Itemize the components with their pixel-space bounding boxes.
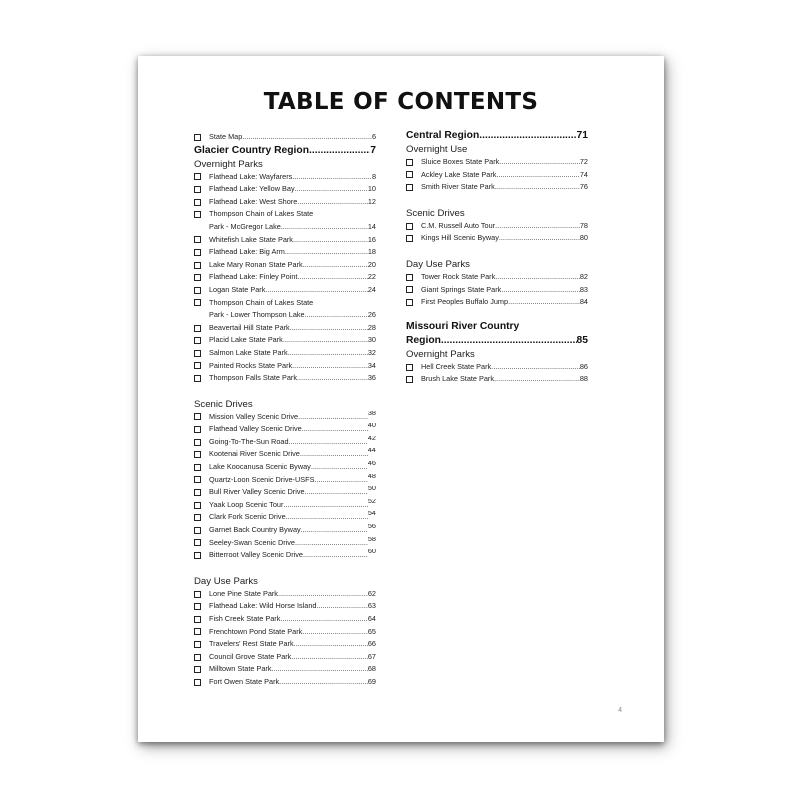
toc-item[interactable] <box>194 626 376 639</box>
toc-item-page: 54 <box>367 511 376 518</box>
toc-item-label: Park - McGregor Lake <box>209 221 281 231</box>
checkbox-icon[interactable] <box>194 426 201 433</box>
toc-list-glacier-overnight <box>194 171 376 385</box>
toc-item-label: Logan State Park <box>209 284 266 294</box>
toc-item-label: Garnet Back Country Byway <box>209 525 301 535</box>
toc-item[interactable] <box>194 600 376 613</box>
toc-item-page: 16 <box>367 234 376 244</box>
section-title: Overnight Parks <box>406 348 475 360</box>
dot-leader <box>495 220 580 233</box>
dot-leader <box>298 411 368 424</box>
toc-item-label: State Map <box>209 132 243 141</box>
checkbox-icon[interactable] <box>194 591 201 598</box>
checkbox-icon[interactable] <box>194 287 201 294</box>
toc-item-label: Lake Mary Ronan State Park <box>209 259 303 269</box>
toc-item[interactable] <box>194 347 376 360</box>
toc-item-state-map[interactable] <box>194 131 376 144</box>
checkbox-icon[interactable] <box>194 603 201 610</box>
toc-item[interactable] <box>194 208 376 233</box>
toc-item-page: 46 <box>367 461 376 468</box>
dot-leader <box>495 181 580 194</box>
dot-leader <box>297 196 368 209</box>
section-title: Overnight Use <box>406 144 468 155</box>
toc-item-page: 69 <box>367 676 376 686</box>
toc-item-page: 52 <box>367 498 376 505</box>
dot-leader <box>316 600 367 613</box>
checkbox-icon[interactable] <box>194 262 201 269</box>
region-page: 85 <box>576 334 588 346</box>
toc-item-page: 34 <box>367 360 376 370</box>
checkbox-icon[interactable] <box>194 502 201 509</box>
toc-item-label: Flathead Lake: Yellow Bay <box>209 184 295 194</box>
toc-item[interactable] <box>194 436 376 449</box>
toc-item[interactable] <box>194 499 376 512</box>
dot-leader <box>297 372 368 385</box>
toc-item-page: 76 <box>579 182 588 192</box>
toc-item-page: 83 <box>579 284 588 294</box>
checkbox-icon[interactable] <box>406 274 413 281</box>
toc-item-label: Smith River State Park <box>421 182 495 192</box>
toc-item[interactable] <box>194 183 376 196</box>
toc-item[interactable] <box>194 448 376 461</box>
dot-leader <box>288 347 368 360</box>
toc-item-label: Whitefish Lake State Park <box>209 234 293 244</box>
toc-item[interactable] <box>406 373 588 386</box>
section-title: Day Use Parks <box>194 575 258 587</box>
checkbox-icon[interactable] <box>194 299 201 306</box>
toc-item-label: Milltown State Park <box>209 664 272 674</box>
section-title: Scenic Drives <box>194 398 253 410</box>
toc-item[interactable] <box>194 638 376 651</box>
region-heading-glacier <box>194 144 376 158</box>
toc-item-label: Flathead Lake: Big Arm <box>209 247 285 257</box>
toc-item-label: C.M. Russell Auto Tour <box>421 220 496 230</box>
toc-item-page: 14 <box>367 221 376 231</box>
checkbox-icon[interactable] <box>194 274 201 281</box>
toc-item-label: Flathead Lake: Wild Horse Island <box>209 601 317 611</box>
toc-item-page: 63 <box>367 601 376 611</box>
toc-item[interactable] <box>194 271 376 284</box>
toc-item[interactable] <box>194 234 376 247</box>
toc-item[interactable] <box>406 220 588 233</box>
toc-item-page: 62 <box>367 588 376 598</box>
dot-leader <box>293 234 368 247</box>
toc-item-label: Salmon Lake State Park <box>209 347 288 357</box>
toc-item-page: 78 <box>579 220 588 230</box>
toc-item[interactable] <box>406 156 588 169</box>
toc-item[interactable] <box>406 181 588 194</box>
dot-leader <box>305 309 368 322</box>
dot-leader <box>302 626 368 639</box>
toc-item[interactable] <box>406 271 588 284</box>
region-title: Central Region <box>406 130 480 141</box>
dot-leader <box>479 129 576 143</box>
toc-list-glacier-dayuse <box>194 588 376 689</box>
checkbox-icon[interactable] <box>406 171 413 178</box>
dot-leader <box>495 271 580 284</box>
checkbox-icon[interactable] <box>194 654 201 661</box>
dot-leader <box>271 663 367 676</box>
toc-item[interactable] <box>194 322 376 335</box>
checkbox-icon[interactable] <box>194 464 201 471</box>
checkbox-icon[interactable] <box>194 666 201 673</box>
toc-item-label: Going-To-The-Sun Road <box>209 436 289 446</box>
toc-item-page: 28 <box>367 322 376 332</box>
checkbox-icon[interactable] <box>406 299 413 306</box>
toc-item-label: Seeley-Swan Scenic Drive <box>209 537 295 547</box>
toc-item[interactable] <box>194 511 376 524</box>
page-title: TABLE OF CONTENTS <box>263 89 539 115</box>
region-title: Glacier Country Region <box>194 144 310 156</box>
toc-item[interactable] <box>406 169 588 182</box>
checkbox-icon[interactable] <box>406 184 413 191</box>
toc-item[interactable] <box>194 663 376 676</box>
region-title: Missouri River Country <box>406 320 520 332</box>
toc-item-label: Kings Hill Scenic Byway <box>421 233 499 243</box>
toc-item[interactable] <box>406 284 588 297</box>
toc-item-page: 30 <box>367 335 376 345</box>
toc-item[interactable] <box>194 372 376 385</box>
toc-item-label: Flathead Valley Scenic Drive <box>209 424 302 434</box>
dot-leader <box>303 259 368 272</box>
section-title: Scenic Drives <box>406 207 465 219</box>
toc-item-page: 38 <box>367 410 376 417</box>
toc-item[interactable] <box>194 171 376 184</box>
toc-item[interactable] <box>194 411 376 424</box>
checkbox-icon[interactable] <box>406 364 413 371</box>
toc-item[interactable] <box>194 486 376 499</box>
toc-item[interactable] <box>194 196 376 209</box>
dot-leader <box>289 436 368 449</box>
toc-item-label: Fort Owen State Park <box>209 676 280 686</box>
dot-leader <box>491 361 580 374</box>
dot-leader <box>283 499 368 512</box>
region-heading-central <box>406 129 588 143</box>
toc-column-left <box>194 131 376 689</box>
checkbox-icon[interactable] <box>194 173 201 180</box>
toc-column-right <box>406 129 588 386</box>
checkbox-icon[interactable] <box>194 199 201 206</box>
dot-leader <box>285 246 368 259</box>
toc-item-page: 64 <box>367 614 376 623</box>
checkbox-icon[interactable] <box>406 223 413 230</box>
toc-item-label: Bull River Valley Scenic Drive <box>209 487 305 497</box>
dot-leader <box>294 638 368 651</box>
toc-item-page: 88 <box>579 374 588 384</box>
toc-item-label: Lone Pine State Park <box>209 588 278 598</box>
toc-item-page: 50 <box>367 486 376 493</box>
document-page <box>138 56 664 742</box>
dot-leader <box>281 221 368 234</box>
checkbox-icon[interactable] <box>194 134 201 141</box>
toc-item-label: Park - Lower Thompson Lake <box>209 310 305 320</box>
toc-item-page: 42 <box>367 435 376 442</box>
toc-item[interactable] <box>406 232 588 245</box>
toc-item[interactable] <box>194 297 376 322</box>
checkbox-icon[interactable] <box>194 439 201 446</box>
toc-item-page: 44 <box>367 448 376 455</box>
checkbox-icon[interactable] <box>194 337 201 344</box>
toc-item-label: First Peoples Buffalo Jump <box>421 297 509 307</box>
toc-item[interactable] <box>406 361 588 374</box>
dot-leader <box>499 156 580 169</box>
toc-item-page: 22 <box>367 272 376 282</box>
toc-item[interactable] <box>194 549 376 562</box>
toc-item-label: Council Grove State Park <box>209 651 292 661</box>
toc-item-label-line1: Thompson Chain of Lakes State <box>209 297 314 307</box>
dot-leader <box>278 588 368 601</box>
checkbox-icon[interactable] <box>194 527 201 534</box>
checkbox-icon[interactable] <box>194 451 201 458</box>
toc-item-page: 6 <box>371 132 376 141</box>
toc-item-label-line1: Thompson Chain of Lakes State <box>209 209 314 219</box>
toc-item[interactable] <box>406 296 588 309</box>
dot-leader <box>279 676 368 689</box>
toc-item-page: 10 <box>367 184 376 194</box>
checkbox-icon[interactable] <box>194 211 201 218</box>
toc-item-label: Flathead Lake: Finley Point <box>209 272 298 282</box>
dot-leader <box>242 131 372 144</box>
toc-item-page: 66 <box>367 639 376 649</box>
toc-item-label: Mission Valley Scenic Drive <box>209 411 299 421</box>
toc-item[interactable] <box>194 423 376 436</box>
toc-item[interactable] <box>194 474 376 487</box>
dot-leader <box>508 296 580 309</box>
checkbox-icon[interactable] <box>194 628 201 635</box>
toc-list-glacier-scenic <box>194 411 376 562</box>
checkbox-icon[interactable] <box>194 616 201 623</box>
checkbox-icon[interactable] <box>194 362 201 369</box>
checkbox-icon[interactable] <box>194 413 201 420</box>
toc-item[interactable] <box>194 461 376 474</box>
toc-item-page: 86 <box>579 361 588 371</box>
checkbox-icon[interactable] <box>194 236 201 243</box>
checkbox-icon[interactable] <box>406 376 413 383</box>
dot-leader <box>441 334 577 348</box>
section-title: Overnight Parks <box>194 158 263 170</box>
toc-item-page: 80 <box>579 233 588 243</box>
toc-item-label: Fish Creek State Park <box>209 614 281 623</box>
checkbox-icon[interactable] <box>194 186 201 193</box>
toc-item-page: 18 <box>367 247 376 257</box>
region-page: 7 <box>370 144 376 156</box>
dot-leader <box>286 511 368 524</box>
toc-item-label: Clark Fork Scenic Drive <box>209 512 286 522</box>
toc-item-page: 24 <box>367 284 376 294</box>
toc-item[interactable] <box>194 246 376 259</box>
checkbox-icon[interactable] <box>194 641 201 648</box>
toc-item-label: Thompson Falls State Park <box>209 373 298 383</box>
toc-list-central-overnight <box>406 156 588 194</box>
toc-item-page: 65 <box>367 626 376 636</box>
toc-item-page: 20 <box>367 259 376 269</box>
dot-leader <box>295 183 368 196</box>
dot-leader <box>283 334 368 347</box>
checkbox-icon[interactable] <box>194 539 201 546</box>
dot-leader <box>301 524 368 537</box>
checkbox-icon[interactable] <box>406 159 413 166</box>
region-title-cont: Region <box>406 334 441 346</box>
toc-item-page: 72 <box>579 157 588 166</box>
toc-item-label: Frenchtown Pond State Park <box>209 626 303 636</box>
checkbox-icon[interactable] <box>194 514 201 521</box>
checkbox-icon[interactable] <box>194 552 201 559</box>
toc-item-label: Quartz-Loon Scenic Drive-USFS <box>209 474 315 484</box>
toc-item-page: 36 <box>367 373 376 383</box>
toc-item-label: Placid Lake State Park <box>209 335 283 345</box>
toc-item-page: 82 <box>579 271 588 281</box>
toc-list-central-dayuse <box>406 271 588 309</box>
toc-item-label: Bitterroot Valley Scenic Drive <box>209 550 303 560</box>
toc-item-label: Flathead Lake: Wayfarers <box>209 171 293 181</box>
toc-item-page: 67 <box>367 651 376 661</box>
toc-item-page: 68 <box>367 664 376 674</box>
section-title: Day Use Parks <box>406 258 470 270</box>
dot-leader <box>499 232 580 245</box>
toc-item[interactable] <box>194 524 376 537</box>
toc-item-label: Tower Rock State Park <box>421 271 496 281</box>
checkbox-icon[interactable] <box>194 679 201 686</box>
toc-item[interactable] <box>194 676 376 689</box>
dot-leader <box>292 360 368 373</box>
toc-item-page: 40 <box>367 423 376 430</box>
dot-leader <box>314 474 367 487</box>
dot-leader <box>291 651 368 664</box>
toc-item-page: 8 <box>371 171 376 181</box>
dot-leader <box>265 284 367 297</box>
checkbox-icon[interactable] <box>194 325 201 332</box>
toc-item-label: Ackley Lake State Park <box>421 169 497 179</box>
toc-item-page: 58 <box>367 536 376 543</box>
toc-item-label: Brush Lake State Park <box>421 374 495 384</box>
toc-item[interactable] <box>194 588 376 601</box>
dot-leader <box>311 461 368 474</box>
dot-leader <box>295 537 368 550</box>
dot-leader <box>309 144 370 158</box>
toc-item[interactable] <box>194 334 376 347</box>
toc-item[interactable] <box>194 284 376 297</box>
checkbox-icon[interactable] <box>406 235 413 242</box>
toc-item-label: Flathead Lake: West Shore <box>209 196 298 206</box>
toc-item[interactable] <box>194 613 376 626</box>
toc-item-label: Yaak Loop Scenic Tour <box>209 499 284 509</box>
toc-item-label: Hell Creek State Park <box>421 361 492 371</box>
checkbox-icon[interactable] <box>194 476 201 483</box>
toc-item[interactable] <box>194 360 376 373</box>
toc-item[interactable] <box>194 259 376 272</box>
toc-item-page: 74 <box>579 169 588 179</box>
region-page: 71 <box>576 130 588 141</box>
dot-leader <box>300 448 368 461</box>
region-heading-missouri <box>406 320 588 348</box>
dot-leader <box>292 171 372 184</box>
toc-list-central-scenic <box>406 220 588 245</box>
dot-leader <box>305 486 368 499</box>
toc-item-label: Sluice Boxes State Park <box>421 157 500 166</box>
dot-leader <box>280 613 368 626</box>
dot-leader <box>290 322 368 335</box>
checkbox-icon[interactable] <box>194 375 201 382</box>
dot-leader <box>297 271 367 284</box>
checkbox-icon[interactable] <box>406 286 413 293</box>
toc-item-label: Travelers' Rest State Park <box>209 639 294 649</box>
page-number: 4 <box>618 707 622 714</box>
toc-item-label: Beavertail Hill State Park <box>209 322 290 332</box>
dot-leader <box>496 169 579 182</box>
toc-item-label: Kootenai River Scenic Drive <box>209 449 300 459</box>
dot-leader <box>494 373 580 386</box>
toc-list-missouri-overnight <box>406 361 588 386</box>
checkbox-icon[interactable] <box>194 350 201 357</box>
toc-item-label: Giant Springs State Park <box>421 284 502 294</box>
toc-item-page: 32 <box>367 347 376 357</box>
dot-leader <box>501 284 580 297</box>
toc-item-page: 56 <box>367 524 376 531</box>
toc-item-page: 12 <box>367 196 376 206</box>
toc-item-label: Painted Rocks State Park <box>209 360 293 370</box>
toc-item-page: 84 <box>579 297 588 307</box>
checkbox-icon[interactable] <box>194 249 201 256</box>
toc-item-page: 60 <box>367 549 376 556</box>
toc-item[interactable] <box>194 651 376 664</box>
checkbox-icon[interactable] <box>194 489 201 496</box>
dot-leader <box>303 549 368 562</box>
toc-item-page: 26 <box>367 310 376 320</box>
toc-item-page: 48 <box>367 473 376 480</box>
toc-item[interactable] <box>194 537 376 550</box>
dot-leader <box>302 423 368 436</box>
toc-item-label: Lake Koocanusa Scenic Byway <box>209 462 311 472</box>
